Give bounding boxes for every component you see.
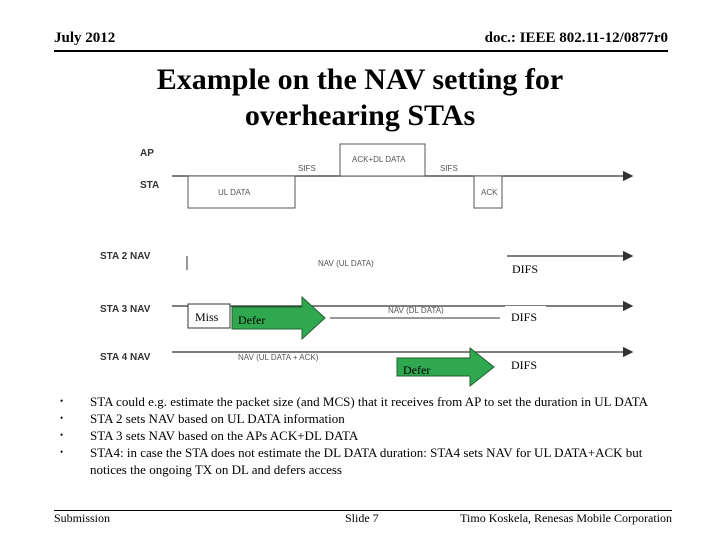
bullet-item bbox=[60, 393, 680, 410]
ack-dl-data-label: ACK+DL DATA bbox=[352, 155, 406, 164]
footer-author: Timo Koskela, Renesas Mobile Corporation bbox=[460, 511, 672, 525]
row-label-sta2-nav: STA 2 NAV bbox=[100, 251, 151, 262]
difs-label-2: DIFS bbox=[511, 310, 538, 324]
row-label-sta3-nav: STA 3 NAV bbox=[100, 304, 151, 315]
footer-slide-number: Slide 7 bbox=[345, 511, 379, 525]
title-line-1: Example on the NAV setting for bbox=[156, 63, 564, 96]
bullet-dot: • bbox=[60, 447, 64, 457]
defer-label-sta4: Defer bbox=[403, 363, 431, 377]
difs-label-3: DIFS bbox=[511, 358, 538, 372]
bullet-text: STA 2 sets NAV based on UL DATA information bbox=[90, 411, 345, 426]
bullet-list bbox=[60, 393, 680, 478]
ack-label: ACK bbox=[481, 188, 498, 197]
bullet-item bbox=[60, 444, 680, 478]
bullet-dot: • bbox=[60, 396, 64, 406]
bullet-dot: • bbox=[60, 430, 64, 440]
bullet-item bbox=[60, 410, 680, 427]
defer-label-sta3: Defer bbox=[238, 313, 266, 327]
row-label-ap: AP bbox=[140, 148, 154, 159]
sta4-nav-label: NAV (UL DATA + ACK) bbox=[238, 353, 319, 362]
bullet-text: STA 3 sets NAV based on the APs ACK+DL DATA bbox=[90, 428, 359, 443]
sta3-nav-label: NAV (DL DATA) bbox=[388, 306, 444, 315]
title-line-2: overhearing STAs bbox=[244, 99, 476, 132]
miss-label: Miss bbox=[195, 310, 219, 324]
header-doc-id: doc.: IEEE 802.11-12/0877r0 bbox=[484, 30, 668, 46]
sifs-label-2: SIFS bbox=[440, 164, 458, 173]
sifs-label-1: SIFS bbox=[298, 164, 316, 173]
footer-submission: Submission bbox=[54, 511, 111, 525]
ul-data-label: UL DATA bbox=[218, 188, 251, 197]
difs-label-1: DIFS bbox=[512, 262, 539, 276]
bullet-item bbox=[60, 427, 680, 444]
bullet-text: STA4: in case the STA does not estimate the DL DATA duration: STA4 sets NAV for UL DATA+ACK but notices the ongoing TX on DL and defers access bbox=[90, 445, 643, 477]
sta2-nav-label: NAV (UL DATA) bbox=[318, 259, 374, 268]
bullet-dot: • bbox=[60, 413, 64, 423]
header-date: July 2012 bbox=[54, 30, 116, 46]
bullet-text: STA could e.g. estimate the packet size (and MCS) that it receives from AP to set the duration in UL DATA bbox=[90, 394, 648, 409]
row-label-sta4-nav: STA 4 NAV bbox=[100, 352, 151, 363]
row-label-sta: STA bbox=[140, 180, 160, 191]
